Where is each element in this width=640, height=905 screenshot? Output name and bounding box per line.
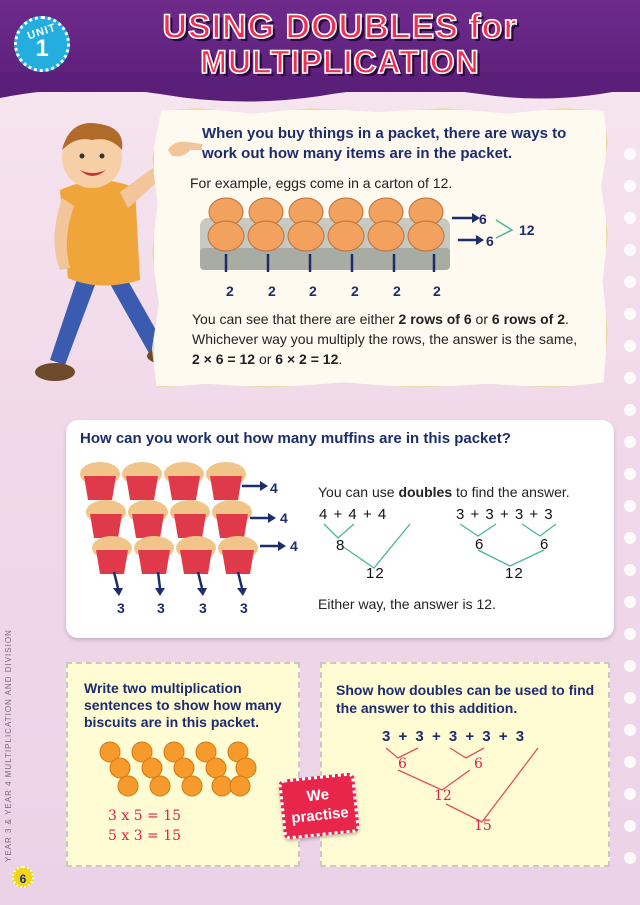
- explain-text: or: [255, 351, 276, 367]
- eggs-explanation: [192, 309, 592, 369]
- egg-carton: [196, 196, 456, 276]
- doubles-task-tree: [370, 746, 550, 836]
- hint-text: You can use: [318, 484, 399, 500]
- muffin-column-label: 3: [199, 600, 207, 616]
- explain-bold: 6 × 2 = 12: [275, 351, 339, 367]
- right-mid-1: 6: [475, 536, 485, 553]
- explain-bold: 6 rows of 2: [491, 311, 566, 327]
- badge-line-2: practise: [290, 803, 350, 827]
- egg-row-total: 12: [519, 222, 535, 238]
- doubles-mid-3: 12: [434, 788, 452, 804]
- egg-column-label: 2: [433, 283, 441, 299]
- muffin-column-label: 3: [157, 600, 165, 616]
- egg-column-label: 2: [351, 283, 359, 299]
- page-title-line-2: MULTIPLICATION: [200, 44, 480, 80]
- doubles-task-sum: 3 + 3 + 3 + 3 + 3: [382, 728, 527, 745]
- egg-row-label-2: 6: [486, 233, 494, 249]
- egg-column-label: 2: [309, 283, 317, 299]
- eggs-intro-text: When you buy things in a packet, there are ways to work out how many items are in the packet.: [202, 125, 567, 162]
- page-title-line-1: USING DOUBLES for: [162, 8, 518, 46]
- hint-bold: doubles: [398, 484, 453, 500]
- egg-column-label: 2: [226, 283, 234, 299]
- explain-text: You can see that there are either: [192, 311, 399, 327]
- egg-row-label-1: 6: [479, 211, 487, 227]
- doubles-mid-1: 6: [398, 756, 407, 772]
- sum-left: 4 + 4 + 4: [319, 506, 388, 523]
- biscuit-answer-2: 5 x 3 = 15: [108, 828, 182, 844]
- hand-pointer: [164, 132, 204, 162]
- either-way-text: Either way, the answer is 12.: [318, 596, 496, 612]
- unit-number: 1: [35, 35, 49, 62]
- right-mid-2: 6: [540, 536, 550, 553]
- explain-text: Whichever way you multiply the rows, the answer is the same,: [192, 331, 578, 347]
- badge-line-1: We: [305, 785, 330, 806]
- muffin-column-label: 3: [240, 600, 248, 616]
- muffin-packet: [74, 460, 314, 580]
- muffin-column-arrows: [106, 570, 256, 598]
- right-total: 12: [505, 565, 524, 582]
- muffin-question: How can you work out how many muffins are in this packet?: [80, 430, 511, 447]
- right-doubles-tree: [452, 522, 582, 570]
- doubles-task-question: Show how doubles can be used to find the answer to this addition.: [336, 682, 595, 716]
- explain-bold: 2 rows of 6: [398, 311, 472, 327]
- left-mid: 8: [336, 537, 346, 554]
- explain-text: or: [471, 311, 492, 327]
- doubles-hint: [318, 484, 570, 500]
- egg-column-label: 2: [393, 283, 401, 299]
- page-number: 6: [12, 866, 34, 888]
- explain-bold: 2 × 6 = 12: [192, 351, 256, 367]
- explain-text: .: [338, 351, 343, 367]
- eggs-example-text: For example, eggs come in a carton of 12.: [190, 175, 453, 191]
- explain-text: .: [565, 311, 569, 327]
- we-practise-badge: [278, 772, 360, 840]
- unit-label: UNIT: [26, 21, 58, 43]
- doubles-total: 15: [474, 818, 492, 834]
- side-footer-text: YEAR 3 & YEAR 4 MULTIPLICATION AND DIVISION: [4, 629, 13, 862]
- biscuit-packet: [98, 740, 258, 800]
- sum-right: 3 + 3 + 3 + 3: [456, 506, 554, 523]
- muffin-row-label: 4: [280, 510, 288, 526]
- biscuit-answer-1: 3 x 5 = 15: [108, 808, 182, 824]
- muffin-column-label: 3: [117, 600, 125, 616]
- muffin-row-label: 4: [290, 538, 298, 554]
- left-total: 12: [366, 565, 385, 582]
- hint-text: to find the answer.: [452, 484, 570, 500]
- biscuits-question: Write two multiplication sentences to show how many biscuits are in this packet.: [84, 680, 282, 730]
- egg-column-label: 2: [268, 283, 276, 299]
- doubles-mid-2: 6: [474, 756, 483, 772]
- muffin-row-label: 4: [270, 480, 278, 496]
